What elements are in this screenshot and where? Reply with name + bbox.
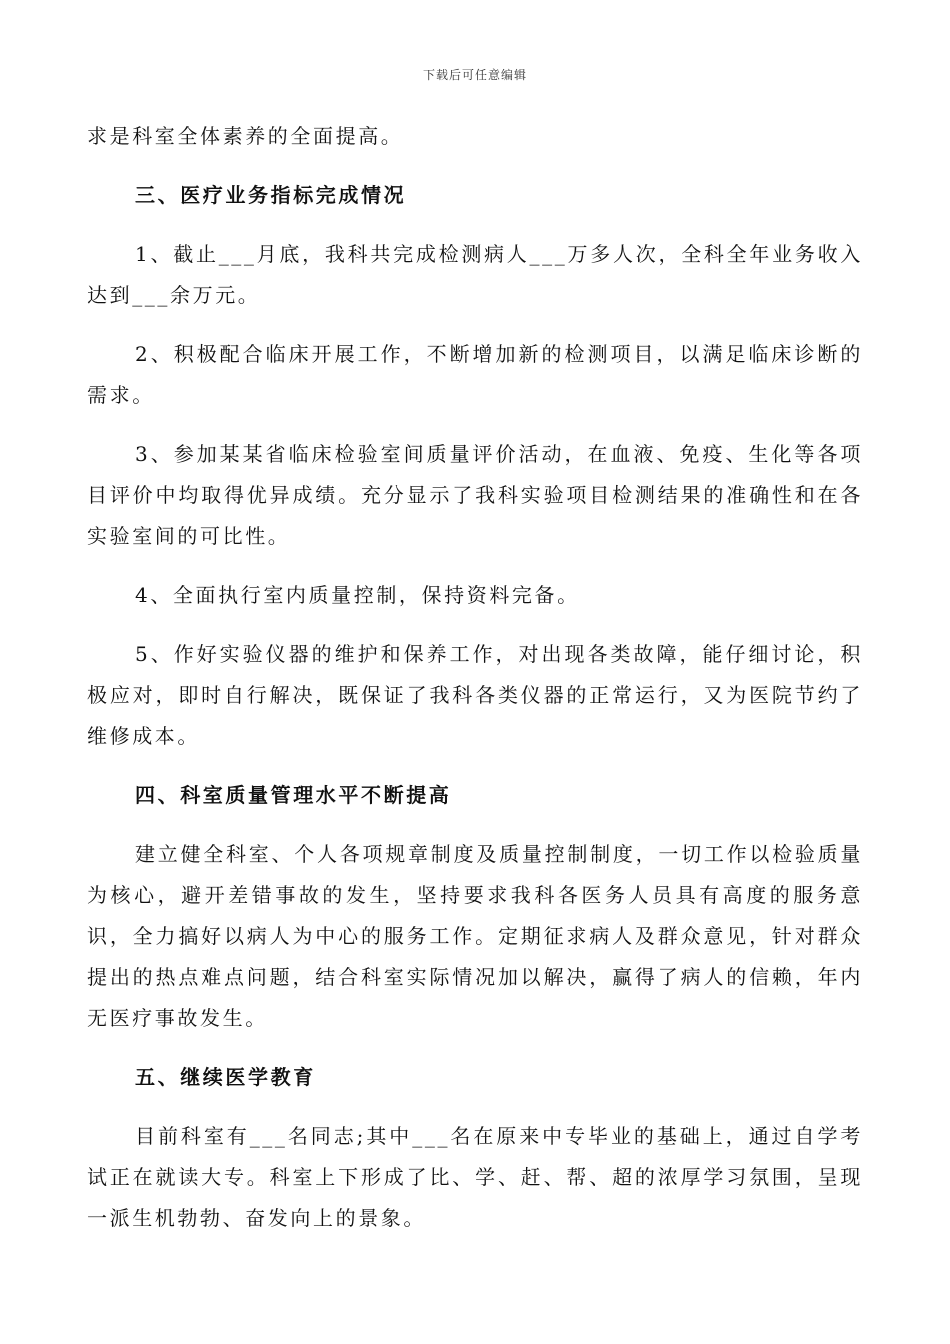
- list-item-4: 4、全面执行室内质量控制，保持资料完备。: [135, 583, 580, 607]
- section-heading-5: 五、继续医学教育: [135, 1065, 316, 1089]
- section-heading-3: 三、医疗业务指标完成情况: [135, 183, 407, 207]
- list-item-5: 5、作好实验仪器的维护和保养工作，对出现各类故障，能仔细讨论，积极应对，即时自行解决，既保证了我科各类仪器的正常运行，又为医院节约了维修成本。: [87, 642, 863, 748]
- section-heading-4: 四、科室质量管理水平不断提高: [135, 783, 452, 807]
- page-header-note: 下载后可任意编辑: [422, 68, 527, 82]
- list-item-3: 3、参加某某省临床检验室间质量评价活动，在血液、免疫、生化等各项目评价中均取得优异成绩。充分显示了我科实验项目检测结果的准确性和在各实验室间的可比性。: [87, 442, 863, 548]
- document-body: [87, 116, 863, 1239]
- list-item-2: 2、积极配合临床开展工作，不断增加新的检测项目，以满足临床诊断的需求。: [87, 342, 863, 407]
- paragraph-continuation: 求是科室全体素养的全面提高。: [87, 124, 404, 148]
- paragraph-education: 目前科室有___名同志;其中___名在原来中专毕业的基础上，通过自学考试正在就读大专。科室上下形成了比、学、赶、帮、超的浓厚学习氛围，呈现一派生机勃勃、奋发向上的景象。: [87, 1124, 863, 1230]
- list-item-1: 1、截止___月底，我科共完成检测病人___万多人次，全科全年业务收入达到___余万元。: [87, 242, 863, 307]
- paragraph-quality: 建立健全科室、个人各项规章制度及质量控制制度，一切工作以检验质量为核心，避开差错事故的发生，坚持要求我科各医务人员具有高度的服务意识，全力搞好以病人为中心的服务工作。定期征求病人及群众意见，针对群众提出的热点难点问题，结合科室实际情况加以解决，赢得了病人的信赖，年内无医疗事故发生。: [87, 842, 863, 1030]
